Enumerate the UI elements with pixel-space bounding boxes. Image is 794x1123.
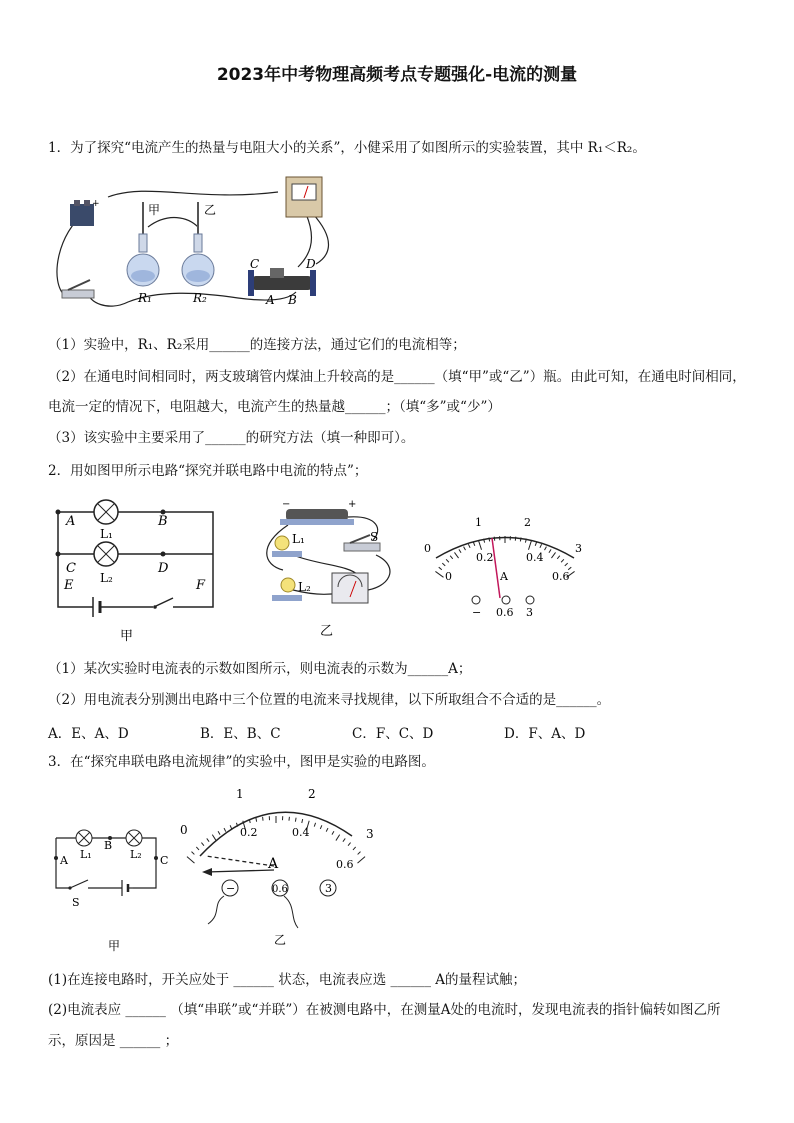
svg-text:0.2: 0.2 (240, 826, 258, 839)
scale-tick (442, 563, 445, 566)
svg-text:1: 1 (475, 516, 482, 529)
svg-text:−: − (282, 499, 291, 510)
scale-tick (450, 556, 453, 559)
scale-tick (192, 852, 195, 855)
svg-text:B: B (158, 514, 168, 529)
svg-text:+: + (348, 499, 357, 510)
svg-text:S: S (370, 530, 379, 544)
scale-tick (540, 544, 542, 548)
q1-sub1: （1）实验中，R₁、R₂采用______的连接方法，通过它们的电流相等； (48, 337, 466, 353)
scale-tick (295, 818, 296, 822)
scale-tick (187, 857, 195, 864)
scale-tick (332, 831, 334, 834)
q2-option-a[interactable]: A．E、A、D (48, 726, 129, 742)
terminal-3-icon (526, 596, 534, 604)
scale-tick (565, 563, 568, 566)
q3-deflected-pointer (206, 870, 274, 872)
svg-text:L₁: L₁ (292, 532, 305, 546)
svg-text:0.6: 0.6 (552, 570, 570, 583)
scale-tick (557, 556, 560, 559)
svg-text:1: 1 (236, 787, 244, 801)
switch-icon (62, 280, 94, 298)
q2-option-c[interactable]: C．F、C、D (352, 726, 434, 742)
svg-text:3: 3 (526, 606, 533, 619)
scale-tick (478, 540, 481, 550)
scale-tick (358, 852, 361, 855)
scale-tick (454, 552, 458, 558)
svg-text:乙: 乙 (320, 624, 334, 639)
scale-tick (336, 835, 340, 841)
svg-text:甲: 甲 (108, 939, 121, 953)
scale-tick (358, 857, 366, 864)
svg-text:0.4: 0.4 (292, 826, 310, 839)
q1-label-jia: 甲 (148, 203, 161, 217)
q1-sub3: （3）该实验中主要采用了______的研究方法（填一种即可）。 (48, 430, 415, 446)
scale-tick (353, 847, 356, 850)
page-title: 2023年中考物理高频考点专题强化-电流的测量 (216, 65, 578, 85)
svg-text:−: − (226, 882, 236, 895)
scale-tick (196, 847, 199, 850)
svg-text:2: 2 (308, 787, 316, 801)
battery-box-icon (280, 509, 354, 525)
svg-text:−: − (472, 606, 482, 619)
scale-tick (535, 542, 536, 546)
scale-tick (348, 843, 351, 846)
svg-text:0.6: 0.6 (272, 884, 288, 895)
svg-text:0.6: 0.6 (336, 858, 354, 871)
svg-text:C: C (160, 854, 169, 867)
scale-tick (468, 544, 470, 548)
q3-meter-pointer (206, 856, 274, 866)
scale-tick (494, 537, 495, 541)
svg-text:S: S (72, 896, 80, 909)
scale-tick (224, 828, 226, 832)
q3-circuit-jia (48, 818, 178, 958)
svg-text:0.4: 0.4 (526, 551, 544, 564)
svg-text:L₁: L₁ (80, 848, 92, 861)
scale-tick (218, 831, 220, 834)
q3-ammeter-dial (172, 784, 382, 949)
q1-label-r1: R₁ (138, 291, 152, 305)
q3-sub2b: 示，原因是 ______ ； (48, 1033, 179, 1049)
svg-text:0.2: 0.2 (476, 551, 494, 564)
q1-label-b: B (288, 293, 297, 307)
q2-meter-pointer (492, 538, 500, 598)
q2-options (48, 722, 688, 742)
q2-photo-yi (258, 495, 408, 640)
svg-text:C: C (66, 561, 76, 576)
scale-tick (473, 542, 474, 546)
scale-tick (551, 552, 555, 558)
svg-text:乙: 乙 (274, 933, 287, 947)
svg-text:0: 0 (445, 570, 452, 583)
svg-text:L₂: L₂ (130, 848, 142, 861)
svg-text:L₁: L₁ (100, 527, 113, 541)
svg-text:3: 3 (366, 827, 374, 841)
svg-text:B: B (104, 839, 113, 852)
scale-tick (201, 843, 204, 846)
q1-label-a: A (266, 293, 275, 307)
scale-tick (326, 828, 328, 832)
battery-icon (70, 199, 100, 226)
q3-sub2a: (2)电流表应 ______ （填“串联”或“并联”）在被测电路中，在测量A处的电流时，发现电流表的指针偏转如图乙所 (48, 1002, 721, 1018)
q1-label-d: D (306, 257, 316, 271)
q2-ammeter-dial (420, 512, 595, 624)
scale-tick (212, 835, 216, 841)
scale-tick (545, 547, 547, 551)
svg-text:E: E (64, 578, 74, 593)
scale-tick (302, 819, 303, 823)
q2-option-b[interactable]: B．E、B、C (200, 726, 281, 742)
q1-sub2b: 电流一定的情况下，电阻越大，电流产生的热量越______；（填“多”或“少”） (48, 399, 501, 415)
lamp-l2-icon (94, 542, 118, 566)
q2-sub2: （2）用电流表分别测出电路中三个位置的电流来寻找规律，以下所取组合不合适的是______。 (48, 692, 611, 708)
svg-text:+: + (92, 199, 100, 209)
q1-label-c: C (250, 257, 260, 271)
svg-text:3: 3 (325, 882, 332, 895)
svg-text:3: 3 (575, 542, 582, 555)
svg-text:2: 2 (524, 516, 531, 529)
svg-text:A: A (66, 514, 76, 529)
scale-tick (314, 823, 315, 827)
q1-apparatus-figure (48, 172, 348, 312)
scale-tick (549, 549, 551, 552)
q1-label-r2: R₂ (193, 291, 207, 305)
rheostat-icon (248, 268, 316, 296)
q1-stem: 1．为了探究“电流产生的热量与电阻大小的关系”，小健采用了如图所示的实验装置，其中 R₁＜R₂。 (48, 140, 646, 156)
q2-circuit-jia (48, 492, 228, 652)
svg-text:D: D (158, 561, 169, 576)
scale-tick (230, 825, 232, 829)
scale-tick (435, 571, 443, 577)
scale-tick (464, 547, 466, 551)
q2-sub1: （1）某次实验时电流表的示数如图所示，则电流表的示数为______A； (48, 661, 472, 677)
ammeter-box-icon (286, 177, 322, 217)
svg-text:L₂: L₂ (100, 571, 113, 585)
svg-text:A: A (500, 570, 508, 583)
terminal-06-icon (502, 596, 510, 604)
scale-tick (207, 838, 209, 841)
svg-text:A: A (60, 854, 68, 867)
q1-sub2a: （2）在通电时间相同时，两支玻璃管内煤油上升较高的是______（填“甲”或“乙”）瓶。由此可知，在通电时间相同， (48, 369, 746, 385)
ammeter-photo-icon (332, 573, 368, 603)
scale-tick (256, 818, 257, 822)
scale-tick (561, 559, 564, 562)
scale-tick (439, 567, 442, 570)
q3-stem: 3．在“探究串联电路电流规律”的实验中，图甲是实验的电路图。 (48, 754, 435, 770)
lamp-l2-icon (126, 830, 142, 846)
svg-text:0: 0 (180, 823, 188, 837)
lamp-l1-icon (76, 830, 92, 846)
terminal-negative-icon (472, 596, 480, 604)
scale-tick (446, 559, 449, 562)
scale-tick (343, 838, 345, 841)
q2-option-d[interactable]: D．F、A、D (504, 726, 586, 742)
lamp-l1-icon (94, 500, 118, 524)
scale-tick (528, 540, 531, 550)
svg-text:0: 0 (424, 542, 431, 555)
scale-tick (459, 549, 461, 552)
q2-stem: 2．用如图甲所示电路“探究并联电路中电流的特点”； (48, 463, 368, 479)
q1-label-yi: 乙 (204, 203, 217, 217)
q3-sub1: (1)在连接电路时，开关应处于 ______ 状态，电流表应选 ______ A的量程试触； (48, 972, 527, 988)
svg-text:A: A (268, 856, 279, 872)
scale-tick (515, 537, 516, 541)
scale-tick (320, 825, 322, 829)
svg-text:甲: 甲 (120, 629, 134, 644)
svg-text:L₂: L₂ (298, 580, 311, 594)
svg-text:0.6: 0.6 (496, 606, 514, 619)
svg-text:F: F (196, 578, 206, 593)
